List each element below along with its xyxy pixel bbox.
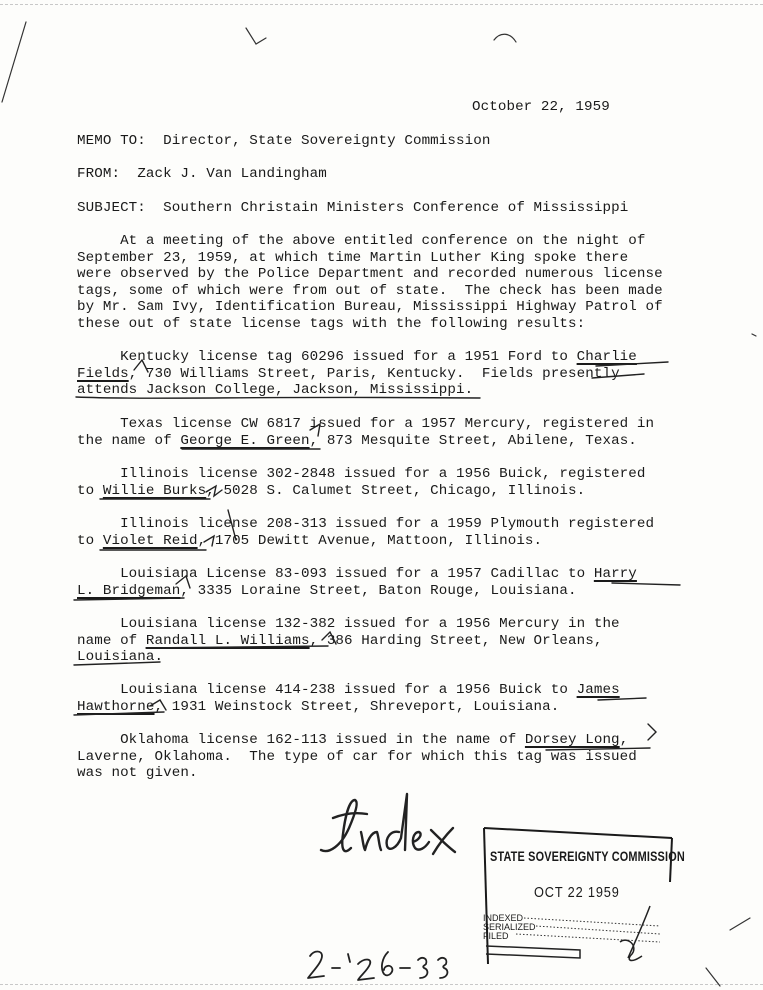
entry-louisiana-3-line-2	[77, 699, 559, 716]
registrant-name: Harry	[593, 566, 637, 582]
entry-illinois-1-line-2	[77, 483, 585, 500]
entry-text: , 1705 Dewitt Avenue, Mattoon, Illinois.	[197, 532, 543, 549]
entry-louisiana-1-line-1	[77, 566, 637, 583]
entry-text: , 1931 Weinstock Street, Shreveport, Louisiana.	[154, 698, 560, 715]
memo-from-line	[77, 166, 327, 183]
registrant-name: Dorsey Long	[524, 732, 620, 748]
entry-louisiana-2-line-2	[77, 633, 602, 650]
entry-texas-line-1: Texas license CW 6817 issued for a 1957 Mercury, registered in	[77, 416, 655, 432]
entry-illinois-2-line-2	[77, 533, 542, 550]
entry-text: , 3335 Loraine Street, Baton Rouge, Louisiana.	[180, 582, 577, 599]
intro-line: September 23, 1959, at which time Martin Luther King spoke there	[77, 249, 629, 266]
entry-oklahoma-line-3: was not given.	[77, 765, 198, 781]
intro-line: were observed by the Police Department and recorded numerous license	[77, 266, 663, 282]
entry-oklahoma-line-1	[77, 732, 628, 749]
intro-line: tags, some of which were from out of state. The check has been made	[77, 282, 663, 299]
entry-text: to	[77, 532, 103, 549]
entry-louisiana-2-line-1: Louisiana license 132-382 issued for a 1956 Mercury in the	[77, 616, 620, 632]
entry-text: to	[77, 482, 103, 499]
registrant-name: James	[576, 682, 620, 698]
entry-louisiana-3-line-1	[77, 682, 620, 699]
entry-kentucky-line-3: attends Jackson College, Jackson, Mississippi.	[77, 382, 474, 398]
stamp-date: OCT 22 1959	[534, 884, 620, 901]
scan-edge-top	[0, 4, 763, 5]
memo-from-value: Zack J. Van Landingham	[137, 166, 327, 182]
registrant-name: Hawthorne	[77, 698, 155, 715]
intro-line: by Mr. Sam Ivy, Identification Bureau, Mississippi Highway Patrol of	[77, 299, 663, 315]
entry-text: Kentucky license tag 60296 issued for a 1951 Ford to	[77, 349, 577, 365]
intro-line: these out of state license tags with the following results:	[77, 315, 586, 332]
entry-text: , 730 Williams Street, Paris, Kentucky. Fields presently	[128, 365, 620, 382]
entry-text: Louisiana license 414-238 issued for a 1956 Buick to	[77, 682, 577, 698]
entry-text: , 873 Mesquite Street, Abilene, Texas.	[309, 432, 637, 449]
file-number-text: 2-126-33	[302, 980, 307, 981]
entry-oklahoma-line-2: Laverne, Oklahoma. The type of car for which this tag was issued	[77, 748, 637, 765]
registrant-name: L. Bridgeman	[77, 582, 181, 599]
entry-louisiana-1-line-2	[77, 583, 577, 600]
entry-text: ,	[619, 732, 629, 748]
memo-from-label: FROM:	[77, 166, 121, 182]
registrant-name: Charlie	[576, 349, 637, 365]
entry-text: the name of	[77, 432, 181, 449]
entry-illinois-1-line-1: Illinois license 302-2848 issued for a 1956 Buick, registered	[77, 466, 646, 482]
registrant-name: Randall L. Williams	[145, 632, 310, 649]
entry-texas-line-2	[77, 433, 637, 450]
memo-subject-value: Southern Christain Ministers Conference of Mississippi	[163, 200, 629, 216]
registrant-name: George E. Green	[180, 432, 310, 449]
entry-text: name of	[77, 632, 146, 649]
margin-line	[2, 22, 26, 102]
handwritten-index-signature	[315, 788, 475, 868]
intro-line: At a meeting of the above entitled conference on the night of	[77, 233, 646, 249]
stamp-title: STATE SOVEREIGNTY COMMISSION	[490, 848, 685, 864]
stamp-field-filed: FILED	[483, 931, 509, 941]
entry-text: Louisiana License 83-093 issued for a 1957 Cadillac to	[77, 566, 594, 582]
entry-text: , 386 Harding Street, New Orleans,	[309, 632, 603, 649]
entry-text: , 5028 S. Calumet Street, Chicago, Illinois.	[206, 482, 586, 499]
memo-date: October 22, 1959	[472, 99, 610, 115]
stamp-field-serialized: SERIALIZED	[483, 922, 536, 932]
stamp-field-indexed: INDEXED	[483, 913, 524, 923]
entry-illinois-2-line-1: Illinois license 208-313 issued for a 1959 Plymouth registered	[77, 516, 655, 532]
registrant-name: Fields	[77, 365, 129, 382]
registrant-name: Willie Burks	[102, 482, 207, 499]
memo-to-line	[77, 133, 490, 150]
entry-louisiana-2-line-3: Louisiana.	[77, 649, 164, 665]
entry-kentucky-line-2	[77, 366, 620, 383]
memo-to-label: MEMO TO:	[77, 133, 146, 149]
registrant-name: Violet Reid	[102, 532, 198, 549]
memo-subject-line	[77, 200, 628, 217]
handwritten-file-number	[300, 940, 460, 985]
memo-to-value: Director, State Sovereignty Commission	[163, 133, 491, 149]
entry-kentucky-line-1	[77, 349, 637, 366]
entry-text: Oklahoma license 162-113 issued in the name of	[77, 732, 525, 748]
memo-subject-label: SUBJECT:	[77, 200, 146, 216]
